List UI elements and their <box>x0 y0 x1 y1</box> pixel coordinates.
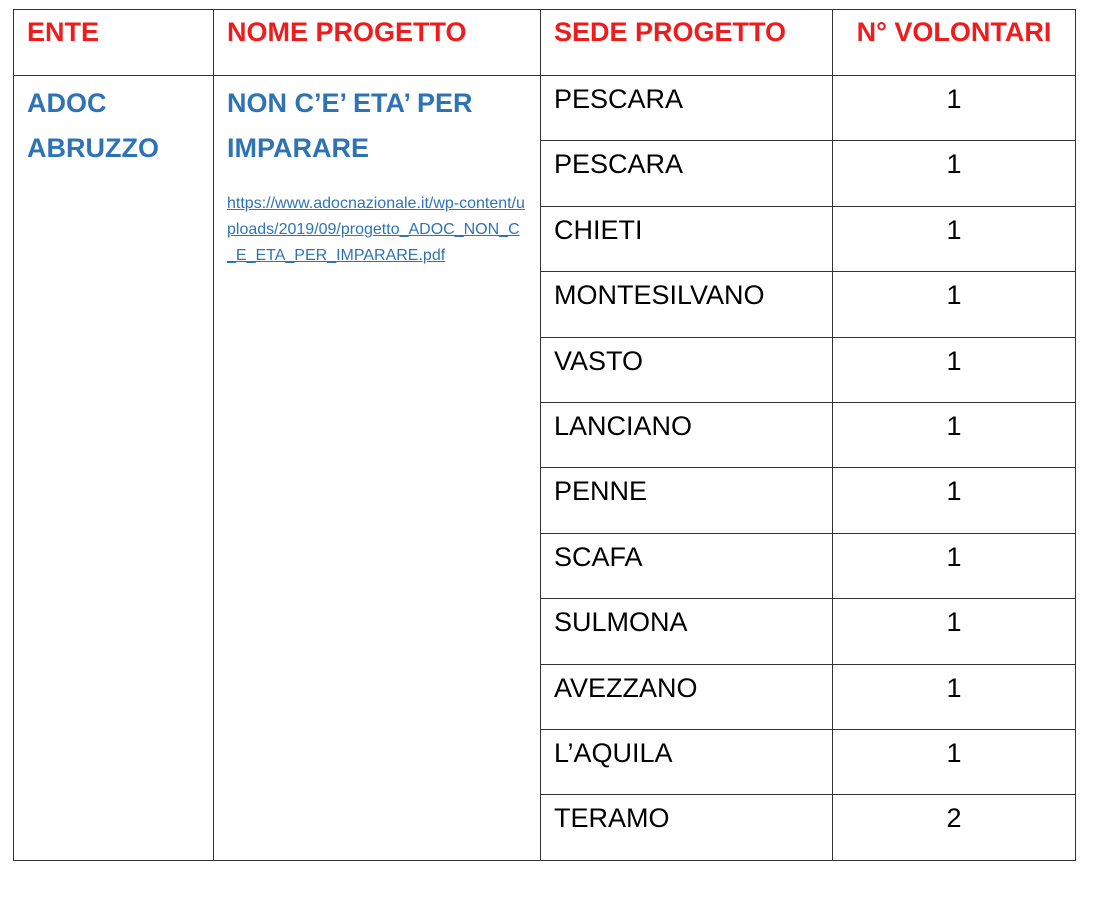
table-header <box>14 10 1076 76</box>
ente-cell: ADOC ABRUZZO <box>14 76 214 861</box>
table-body <box>14 76 1076 861</box>
header-numero-volontari: N° VOLONTARI <box>833 10 1076 76</box>
volontari-cell: 1 <box>833 468 1076 533</box>
sede-cell: SCAFA <box>541 533 833 598</box>
volontari-cell: 1 <box>833 337 1076 402</box>
sede-cell: L’AQUILA <box>541 729 833 794</box>
table-row <box>14 76 1076 141</box>
volontari-cell: 1 <box>833 533 1076 598</box>
header-nome-progetto: NOME PROGETTO <box>214 10 541 76</box>
projects-table <box>13 9 1076 861</box>
sede-cell: AVEZZANO <box>541 664 833 729</box>
volontari-cell: 1 <box>833 664 1076 729</box>
sede-cell: CHIETI <box>541 206 833 271</box>
header-sede-progetto: SEDE PROGETTO <box>541 10 833 76</box>
sede-cell: VASTO <box>541 337 833 402</box>
volontari-cell: 1 <box>833 729 1076 794</box>
sede-cell: SULMONA <box>541 599 833 664</box>
sede-cell: PENNE <box>541 468 833 533</box>
sede-cell: MONTESILVANO <box>541 272 833 337</box>
volontari-cell: 1 <box>833 206 1076 271</box>
sede-cell: TERAMO <box>541 795 833 860</box>
volontari-cell: 1 <box>833 272 1076 337</box>
sede-cell: PESCARA <box>541 76 833 141</box>
nome-progetto-cell <box>214 76 541 861</box>
project-title: NON C’E’ ETA’ PER IMPARARE <box>227 88 473 163</box>
header-ente: ENTE <box>14 10 214 76</box>
volontari-cell: 1 <box>833 402 1076 467</box>
sede-cell: PESCARA <box>541 141 833 206</box>
volontari-cell: 1 <box>833 141 1076 206</box>
project-pdf-link[interactable]: https://www.adocnazionale.it/wp-content/uploads/2019/09/progetto_ADOC_NON_C_E_ETA_PER_IMPARARE.pdf <box>227 195 525 264</box>
sede-cell: LANCIANO <box>541 402 833 467</box>
volontari-cell: 2 <box>833 795 1076 860</box>
volontari-cell: 1 <box>833 599 1076 664</box>
header-row <box>14 10 1076 76</box>
volontari-cell: 1 <box>833 76 1076 141</box>
